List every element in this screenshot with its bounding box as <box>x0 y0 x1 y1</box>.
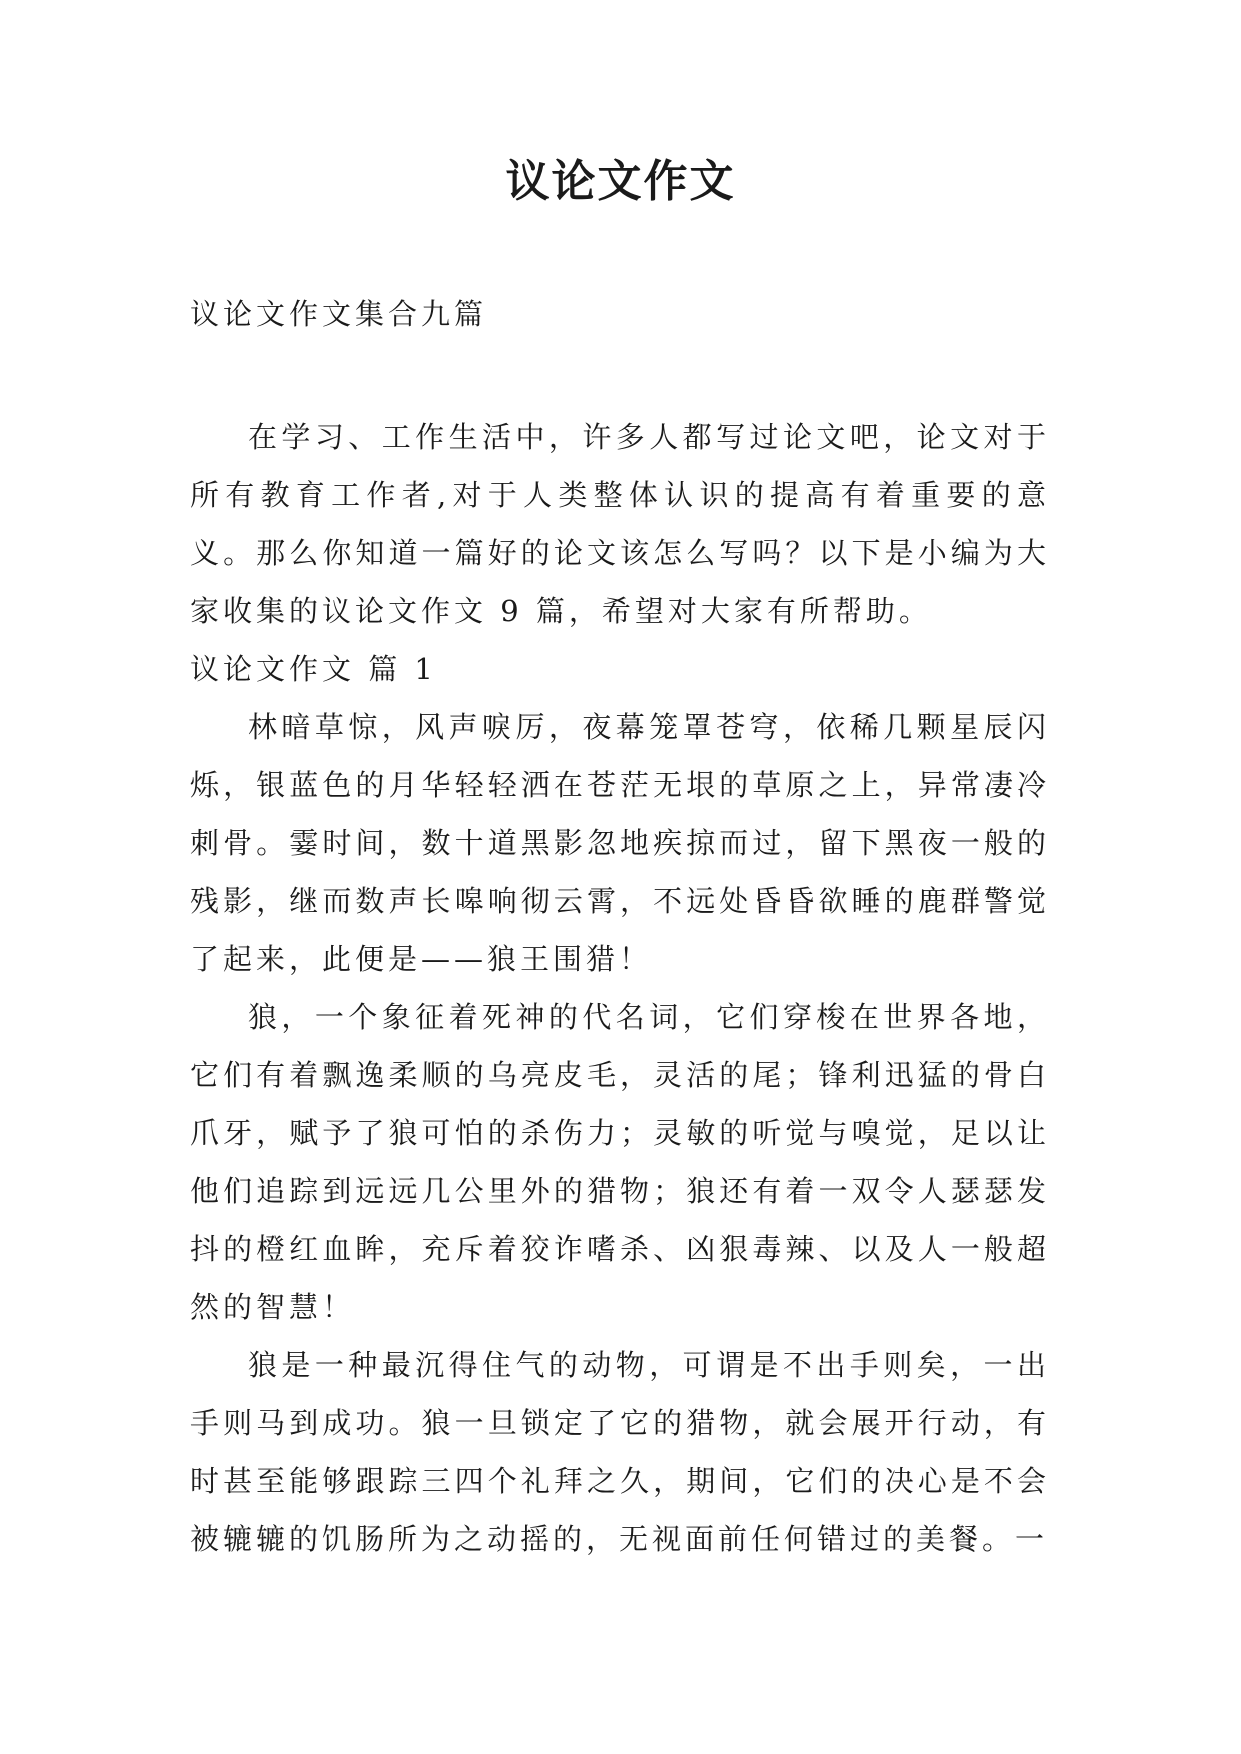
document-subtitle: 议论文作文集合九篇 <box>190 297 488 331</box>
section-1-paragraph-2: 狼，一个象征着死神的代名词，它们穿梭在世界各地，它们有着飘逸柔顺的乌亮皮毛，灵活的尾；锋利迅猛的骨白爪牙，赋予了狼可怕的杀伤力；灵敏的听觉与嗅觉，足以让他们追踪到远远几公里外的猎物；狼还有着一双令人瑟瑟发抖的橙红血眸，充斥着狡诈嗜杀、凶狠毒辣、以及人一般超然的智慧！ <box>190 1000 1050 1324</box>
section-1-title: 议论文作文 篇 1 <box>190 652 437 686</box>
section-1-paragraph-1: 林暗草惊，风声唳厉，夜幕笼罩苍穹，依稀几颗星辰闪烁，银蓝色的月华轻轻洒在苍茫无垠的草原之上，异常凄冷刺骨。霎时间，数十道黑影忽地疾掠而过，留下黑夜一般的残影，继而数声长嗥响彻云霄，不远处昏昏欲睡的鹿群警觉了起来，此便是——狼王围猎！ <box>190 710 1050 976</box>
section-1-paragraph-3: 狼是一种最沉得住气的动物，可谓是不出手则矣，一出手则马到成功。狼一旦锁定了它的猎物，就会展开行动，有时甚至能够跟踪三四个礼拜之久，期间，它们的决心是不会被辘辘的饥肠所为之动摇的，无视面前任何错过的美餐。一 <box>190 1348 1050 1556</box>
document-title: 议论文作文 <box>505 156 736 207</box>
document-body <box>190 408 1050 1568</box>
intro-paragraph: 在学习、工作生活中，许多人都写过论文吧，论文对于所有教育工作者,对于人类整体认识的提高有着重要的意义。那么你知道一篇好的论文该怎么写吗？以下是小编为大家收集的议论文作文 9 篇，希望对大家有所帮助。 <box>190 420 1050 628</box>
